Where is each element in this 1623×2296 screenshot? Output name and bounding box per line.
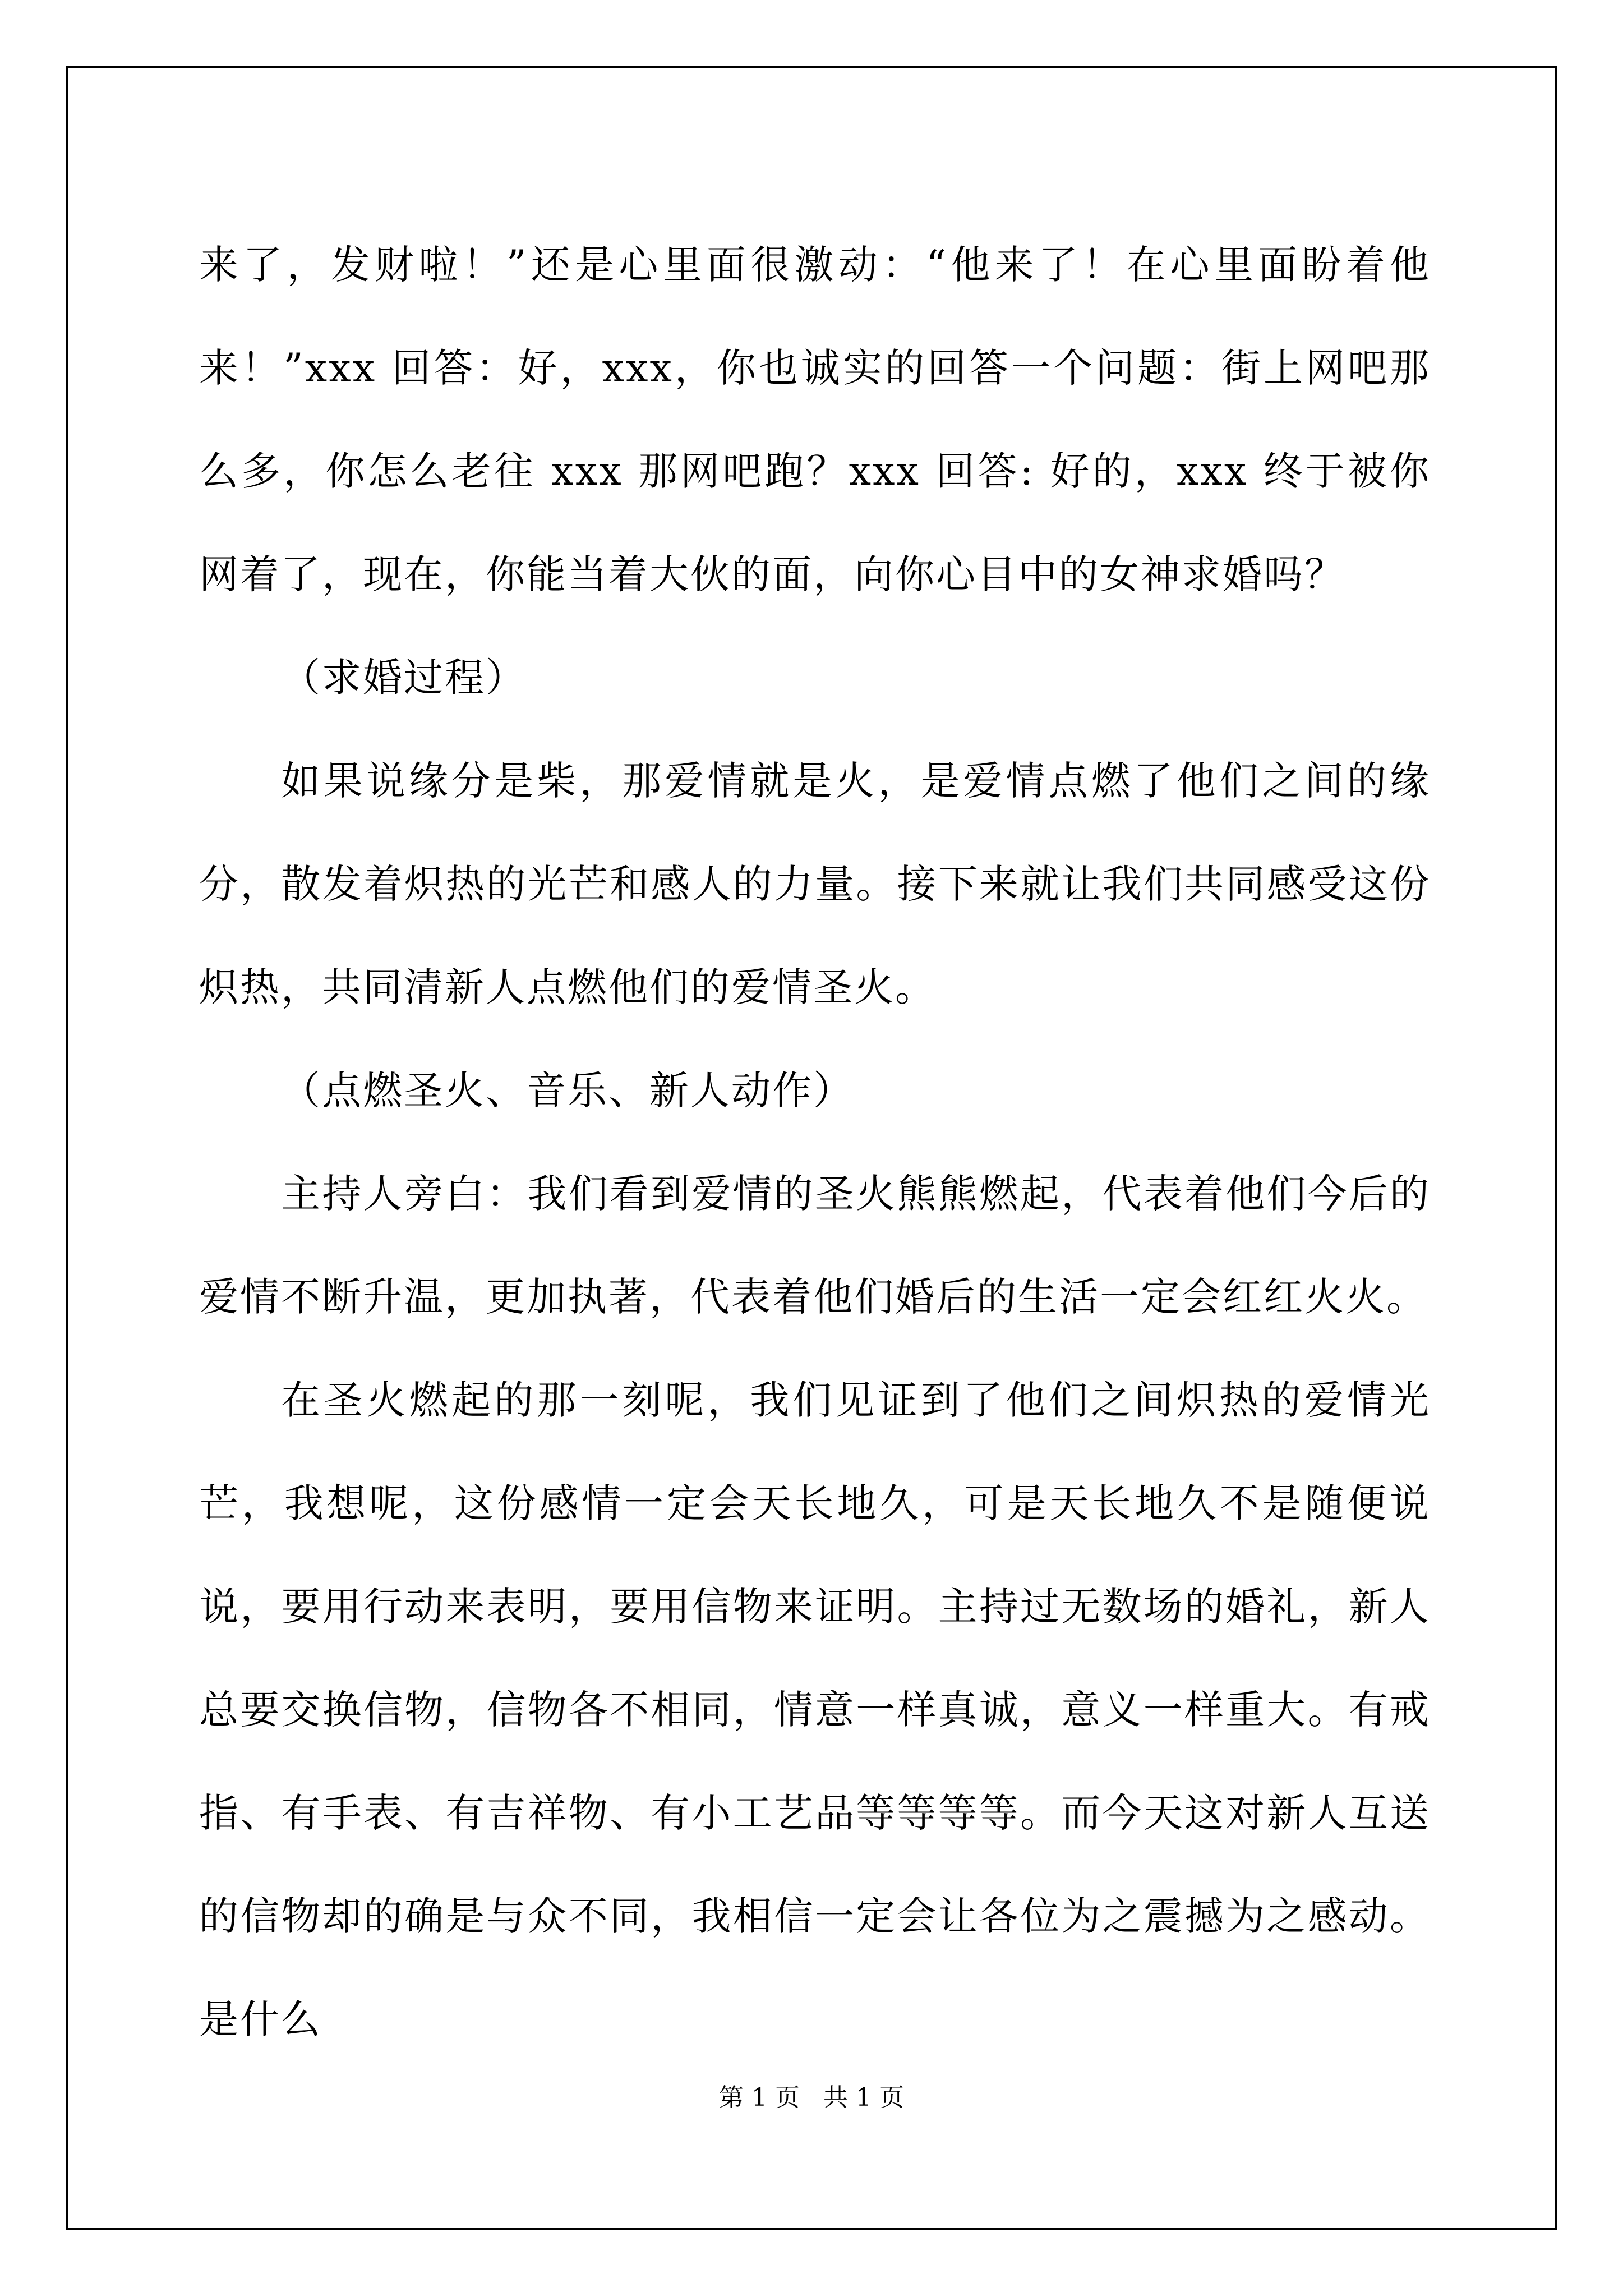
paragraph-6: 在圣火燃起的那一刻呢，我们见证到了他们之间炽热的爱情光芒，我想呢，这份感情一定会天长地久，可是天长地久不是随便说说，要用行动来表明，要用信物来证明。主持过无数场的婚礼，新人总要交换信物，信物各不相同，情意一样真诚，意义一样重大。有戒指、有手表、有吉祥物、有小工艺品等等等等。而今天这对新人互送的信物却的确是与众不同，我相信一定会让各位为之震撼为之感动。是什么 — [199, 1377, 1431, 2042]
paragraph-1: 来了，发财啦！”还是心里面很激动：“他来了！在心里面盼着他来！”xxx 回答：好，xxx，你也诚实的回答一个问题：街上网吧那么多，你怎么老往 xxx 那网吧跑？xxx 回答: 好的，xxx 终于被你网着了，现在，你能当着大伙的面，向你心目中的女神求婚吗？ — [199, 242, 1431, 597]
document-body — [199, 213, 1431, 2071]
paragraph-5: 主持人旁白：我们看到爱情的圣火熊熊燃起，代表着他们今后的爱情不断升温，更加执著，代表着他们婚后的生活一定会红红火火。 — [199, 1171, 1431, 1320]
paragraph-3: 如果说缘分是柴，那爱情就是火，是爱情点燃了他们之间的缘分，散发着炽热的光芒和感人的力量。接下来就让我们共同感受这份炽热，共同清新人点燃他们的爱情圣火。 — [199, 758, 1431, 1010]
paragraph-2: （求婚过程） — [281, 655, 527, 701]
paragraph-4: （点燃圣火、音乐、新人动作） — [281, 1068, 854, 1114]
page-footer: 第 1 页 共 1 页 — [719, 2083, 904, 2112]
